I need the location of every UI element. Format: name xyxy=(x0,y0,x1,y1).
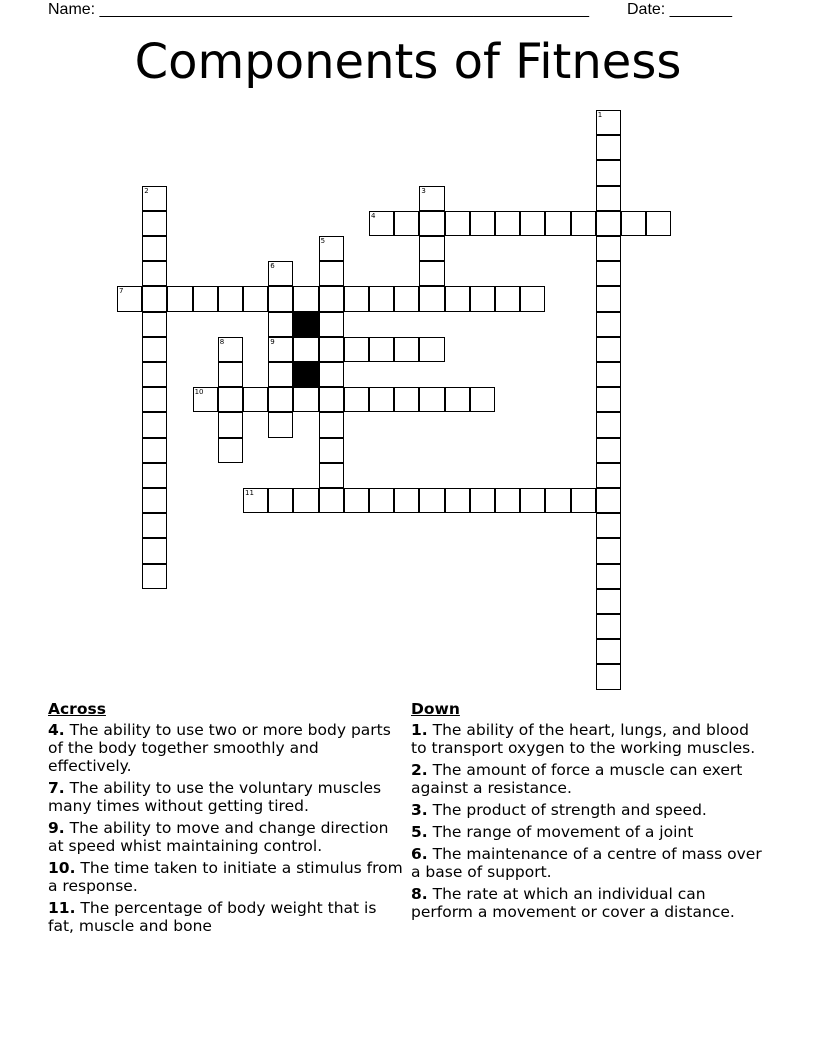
grid-cell[interactable] xyxy=(319,261,344,286)
grid-cell[interactable] xyxy=(142,186,167,211)
grid-cell[interactable] xyxy=(243,387,268,412)
clue-number-label: 6 xyxy=(270,262,275,271)
grid-cell[interactable] xyxy=(520,286,545,311)
date-blank[interactable]: _______ xyxy=(669,1,732,18)
grid-cell[interactable] xyxy=(268,286,293,311)
grid-cell[interactable] xyxy=(319,337,344,362)
grid-cell[interactable] xyxy=(319,286,344,311)
grid-cell[interactable] xyxy=(369,211,394,236)
grid-cell[interactable] xyxy=(596,538,621,563)
grid-cell[interactable] xyxy=(369,286,394,311)
grid-cell[interactable] xyxy=(419,186,444,211)
clue-number-label: 7 xyxy=(119,287,124,296)
grid-cell[interactable] xyxy=(268,312,293,337)
clue-text: The ability of the heart, lungs, and blood to transport oxygen to the working muscles. xyxy=(411,721,756,757)
black-cell xyxy=(293,312,318,337)
grid-cell[interactable] xyxy=(596,664,621,689)
grid-cell[interactable] xyxy=(344,286,369,311)
clue-text: The time taken to initiate a stimulus from a response. xyxy=(48,859,403,895)
grid-cell[interactable] xyxy=(596,614,621,639)
grid-cell[interactable] xyxy=(142,513,167,538)
grid-cell[interactable] xyxy=(596,312,621,337)
grid-cell[interactable] xyxy=(319,412,344,437)
grid-cell[interactable] xyxy=(596,513,621,538)
grid-cell[interactable] xyxy=(596,412,621,437)
clue-down-6 xyxy=(411,845,766,881)
grid-cell[interactable] xyxy=(319,312,344,337)
clue-number: 5. xyxy=(411,823,428,841)
grid-cell[interactable] xyxy=(445,488,470,513)
grid-cell[interactable] xyxy=(545,211,570,236)
grid-cell[interactable] xyxy=(218,438,243,463)
grid-cell[interactable] xyxy=(596,488,621,513)
grid-cell[interactable] xyxy=(344,488,369,513)
grid-cell[interactable] xyxy=(596,160,621,185)
down-heading: Down xyxy=(411,700,460,718)
grid-cell[interactable] xyxy=(419,261,444,286)
grid-cell[interactable] xyxy=(419,337,444,362)
grid-cell[interactable] xyxy=(470,488,495,513)
grid-cell[interactable] xyxy=(419,236,444,261)
grid-cell[interactable] xyxy=(142,488,167,513)
clue-down-3 xyxy=(411,801,766,819)
grid-cell[interactable] xyxy=(268,362,293,387)
grid-cell[interactable] xyxy=(142,236,167,261)
grid-cell[interactable] xyxy=(319,488,344,513)
grid-cell[interactable] xyxy=(142,412,167,437)
grid-cell[interactable] xyxy=(495,488,520,513)
grid-cell[interactable] xyxy=(596,463,621,488)
grid-cell[interactable] xyxy=(596,337,621,362)
grid-cell[interactable] xyxy=(596,211,621,236)
grid-cell[interactable] xyxy=(293,337,318,362)
grid-cell[interactable] xyxy=(596,387,621,412)
grid-cell[interactable] xyxy=(319,236,344,261)
clue-down-5 xyxy=(411,823,766,841)
grid-cell[interactable] xyxy=(142,362,167,387)
clue-number: 8. xyxy=(411,885,428,903)
grid-cell[interactable] xyxy=(596,564,621,589)
grid-cell[interactable] xyxy=(142,312,167,337)
grid-cell[interactable] xyxy=(596,589,621,614)
grid-cell[interactable] xyxy=(520,211,545,236)
clue-number: 2. xyxy=(411,761,428,779)
grid-cell[interactable] xyxy=(394,211,419,236)
clue-number-label: 1 xyxy=(597,111,603,119)
clue-number-label: 8 xyxy=(219,337,225,346)
clue-number: 4. xyxy=(48,721,65,739)
grid-cell[interactable] xyxy=(319,387,344,412)
across-heading: Across xyxy=(48,700,106,718)
grid-cell[interactable] xyxy=(218,337,243,362)
grid-cell[interactable] xyxy=(293,387,318,412)
grid-cell[interactable] xyxy=(142,463,167,488)
grid-cell[interactable] xyxy=(369,488,394,513)
clue-number-label: 5 xyxy=(320,237,326,245)
grid-cell[interactable] xyxy=(596,236,621,261)
grid-cell[interactable] xyxy=(142,387,167,412)
grid-cell[interactable] xyxy=(218,286,243,311)
clue-number-label: 9 xyxy=(270,337,275,346)
grid-cell[interactable] xyxy=(167,286,192,311)
grid-cell[interactable] xyxy=(293,488,318,513)
grid-cell[interactable] xyxy=(445,286,470,311)
grid-cell[interactable] xyxy=(596,286,621,311)
down-clues xyxy=(411,700,766,925)
clue-text: The amount of force a muscle can exert against a resistance. xyxy=(411,761,743,797)
grid-cell[interactable] xyxy=(470,211,495,236)
grid-cell[interactable] xyxy=(596,110,621,135)
page-title: Components of Fitness xyxy=(134,34,682,90)
grid-cell[interactable] xyxy=(117,286,142,311)
clue-text: The ability to use the voluntary muscles many times without getting tired. xyxy=(48,779,382,815)
clue-across-7 xyxy=(48,779,403,815)
clue-text: The range of movement of a joint xyxy=(427,823,694,841)
grid-cell[interactable] xyxy=(218,387,243,412)
name-label: Name: xyxy=(48,1,100,18)
grid-cell[interactable] xyxy=(394,286,419,311)
grid-cell[interactable] xyxy=(319,362,344,387)
clue-number: 11. xyxy=(48,899,76,917)
grid-cell[interactable] xyxy=(218,362,243,387)
grid-cell[interactable] xyxy=(646,211,671,236)
clue-number: 7. xyxy=(48,779,65,797)
grid-cell[interactable] xyxy=(268,387,293,412)
clue-number-label: 10 xyxy=(194,388,204,397)
grid-cell[interactable] xyxy=(520,488,545,513)
clue-text: The maintenance of a centre of mass over a base of support. xyxy=(411,845,762,881)
grid-cell[interactable] xyxy=(596,639,621,664)
grid-cell[interactable] xyxy=(344,387,369,412)
clue-number-label: 4 xyxy=(371,211,376,220)
grid-cell[interactable] xyxy=(142,438,167,463)
clue-number: 3. xyxy=(411,801,428,819)
grid-cell[interactable] xyxy=(596,186,621,211)
grid-cell[interactable] xyxy=(142,211,167,236)
grid-cell[interactable] xyxy=(394,387,419,412)
grid-cell[interactable] xyxy=(243,286,268,311)
grid-cell[interactable] xyxy=(218,412,243,437)
grid-cell[interactable] xyxy=(193,286,218,311)
grid-cell[interactable] xyxy=(293,286,318,311)
grid-cell[interactable] xyxy=(419,387,444,412)
clue-text: The product of strength and speed. xyxy=(427,801,707,819)
grid-cell[interactable] xyxy=(596,362,621,387)
clue-text: The rate at which an individual can perform a movement or cover a distance. xyxy=(411,885,735,921)
grid-cell[interactable] xyxy=(369,387,394,412)
grid-cell[interactable] xyxy=(268,488,293,513)
grid-cell[interactable] xyxy=(445,387,470,412)
grid-cell[interactable] xyxy=(142,261,167,286)
date-label: Date: xyxy=(627,1,670,18)
clue-across-4 xyxy=(48,721,403,775)
across-clues xyxy=(48,700,403,939)
grid-cell[interactable] xyxy=(319,438,344,463)
grid-cell[interactable] xyxy=(596,135,621,160)
grid-cell[interactable] xyxy=(142,538,167,563)
clue-text: The percentage of body weight that is fat, muscle and bone xyxy=(48,899,377,935)
grid-cell[interactable] xyxy=(596,438,621,463)
clue-number: 1. xyxy=(411,721,428,739)
clue-number: 10. xyxy=(48,859,76,877)
grid-cell[interactable] xyxy=(142,337,167,362)
grid-cell[interactable] xyxy=(470,387,495,412)
clue-number: 9. xyxy=(48,819,65,837)
grid-cell[interactable] xyxy=(495,211,520,236)
grid-cell[interactable] xyxy=(394,337,419,362)
grid-cell[interactable] xyxy=(445,211,470,236)
grid-cell[interactable] xyxy=(142,564,167,589)
grid-cell[interactable] xyxy=(495,286,520,311)
grid-cell[interactable] xyxy=(344,337,369,362)
clue-down-2 xyxy=(411,761,766,797)
grid-cell[interactable] xyxy=(268,412,293,437)
name-blank[interactable]: _______________________________________________________ xyxy=(99,1,589,18)
grid-cell[interactable] xyxy=(268,261,293,286)
clue-across-10 xyxy=(48,859,403,895)
grid-cell[interactable] xyxy=(268,337,293,362)
clue-number: 6. xyxy=(411,845,428,863)
clue-number-label: 2 xyxy=(144,186,149,195)
grid-cell[interactable] xyxy=(470,286,495,311)
clue-down-1 xyxy=(411,721,766,757)
grid-cell[interactable] xyxy=(142,286,167,311)
grid-cell[interactable] xyxy=(419,211,444,236)
clue-across-11 xyxy=(48,899,403,935)
grid-cell[interactable] xyxy=(596,261,621,286)
clue-text: The ability to move and change direction at speed whist maintaining control. xyxy=(48,819,389,855)
grid-cell[interactable] xyxy=(571,488,596,513)
clue-number-label: 11 xyxy=(245,489,254,497)
clue-down-8 xyxy=(411,885,766,921)
grid-cell[interactable] xyxy=(545,488,570,513)
grid-cell[interactable] xyxy=(319,463,344,488)
grid-cell[interactable] xyxy=(394,488,419,513)
grid-cell[interactable] xyxy=(419,488,444,513)
grid-cell[interactable] xyxy=(369,337,394,362)
clue-across-9 xyxy=(48,819,403,855)
grid-cell[interactable] xyxy=(621,211,646,236)
grid-cell[interactable] xyxy=(243,488,268,513)
clue-number-label: 3 xyxy=(421,186,426,195)
clue-text: The ability to use two or more body parts of the body together smoothly and effectively. xyxy=(48,721,391,775)
grid-cell[interactable] xyxy=(419,286,444,311)
grid-cell[interactable] xyxy=(571,211,596,236)
black-cell xyxy=(293,362,318,387)
grid-cell[interactable] xyxy=(193,387,218,412)
